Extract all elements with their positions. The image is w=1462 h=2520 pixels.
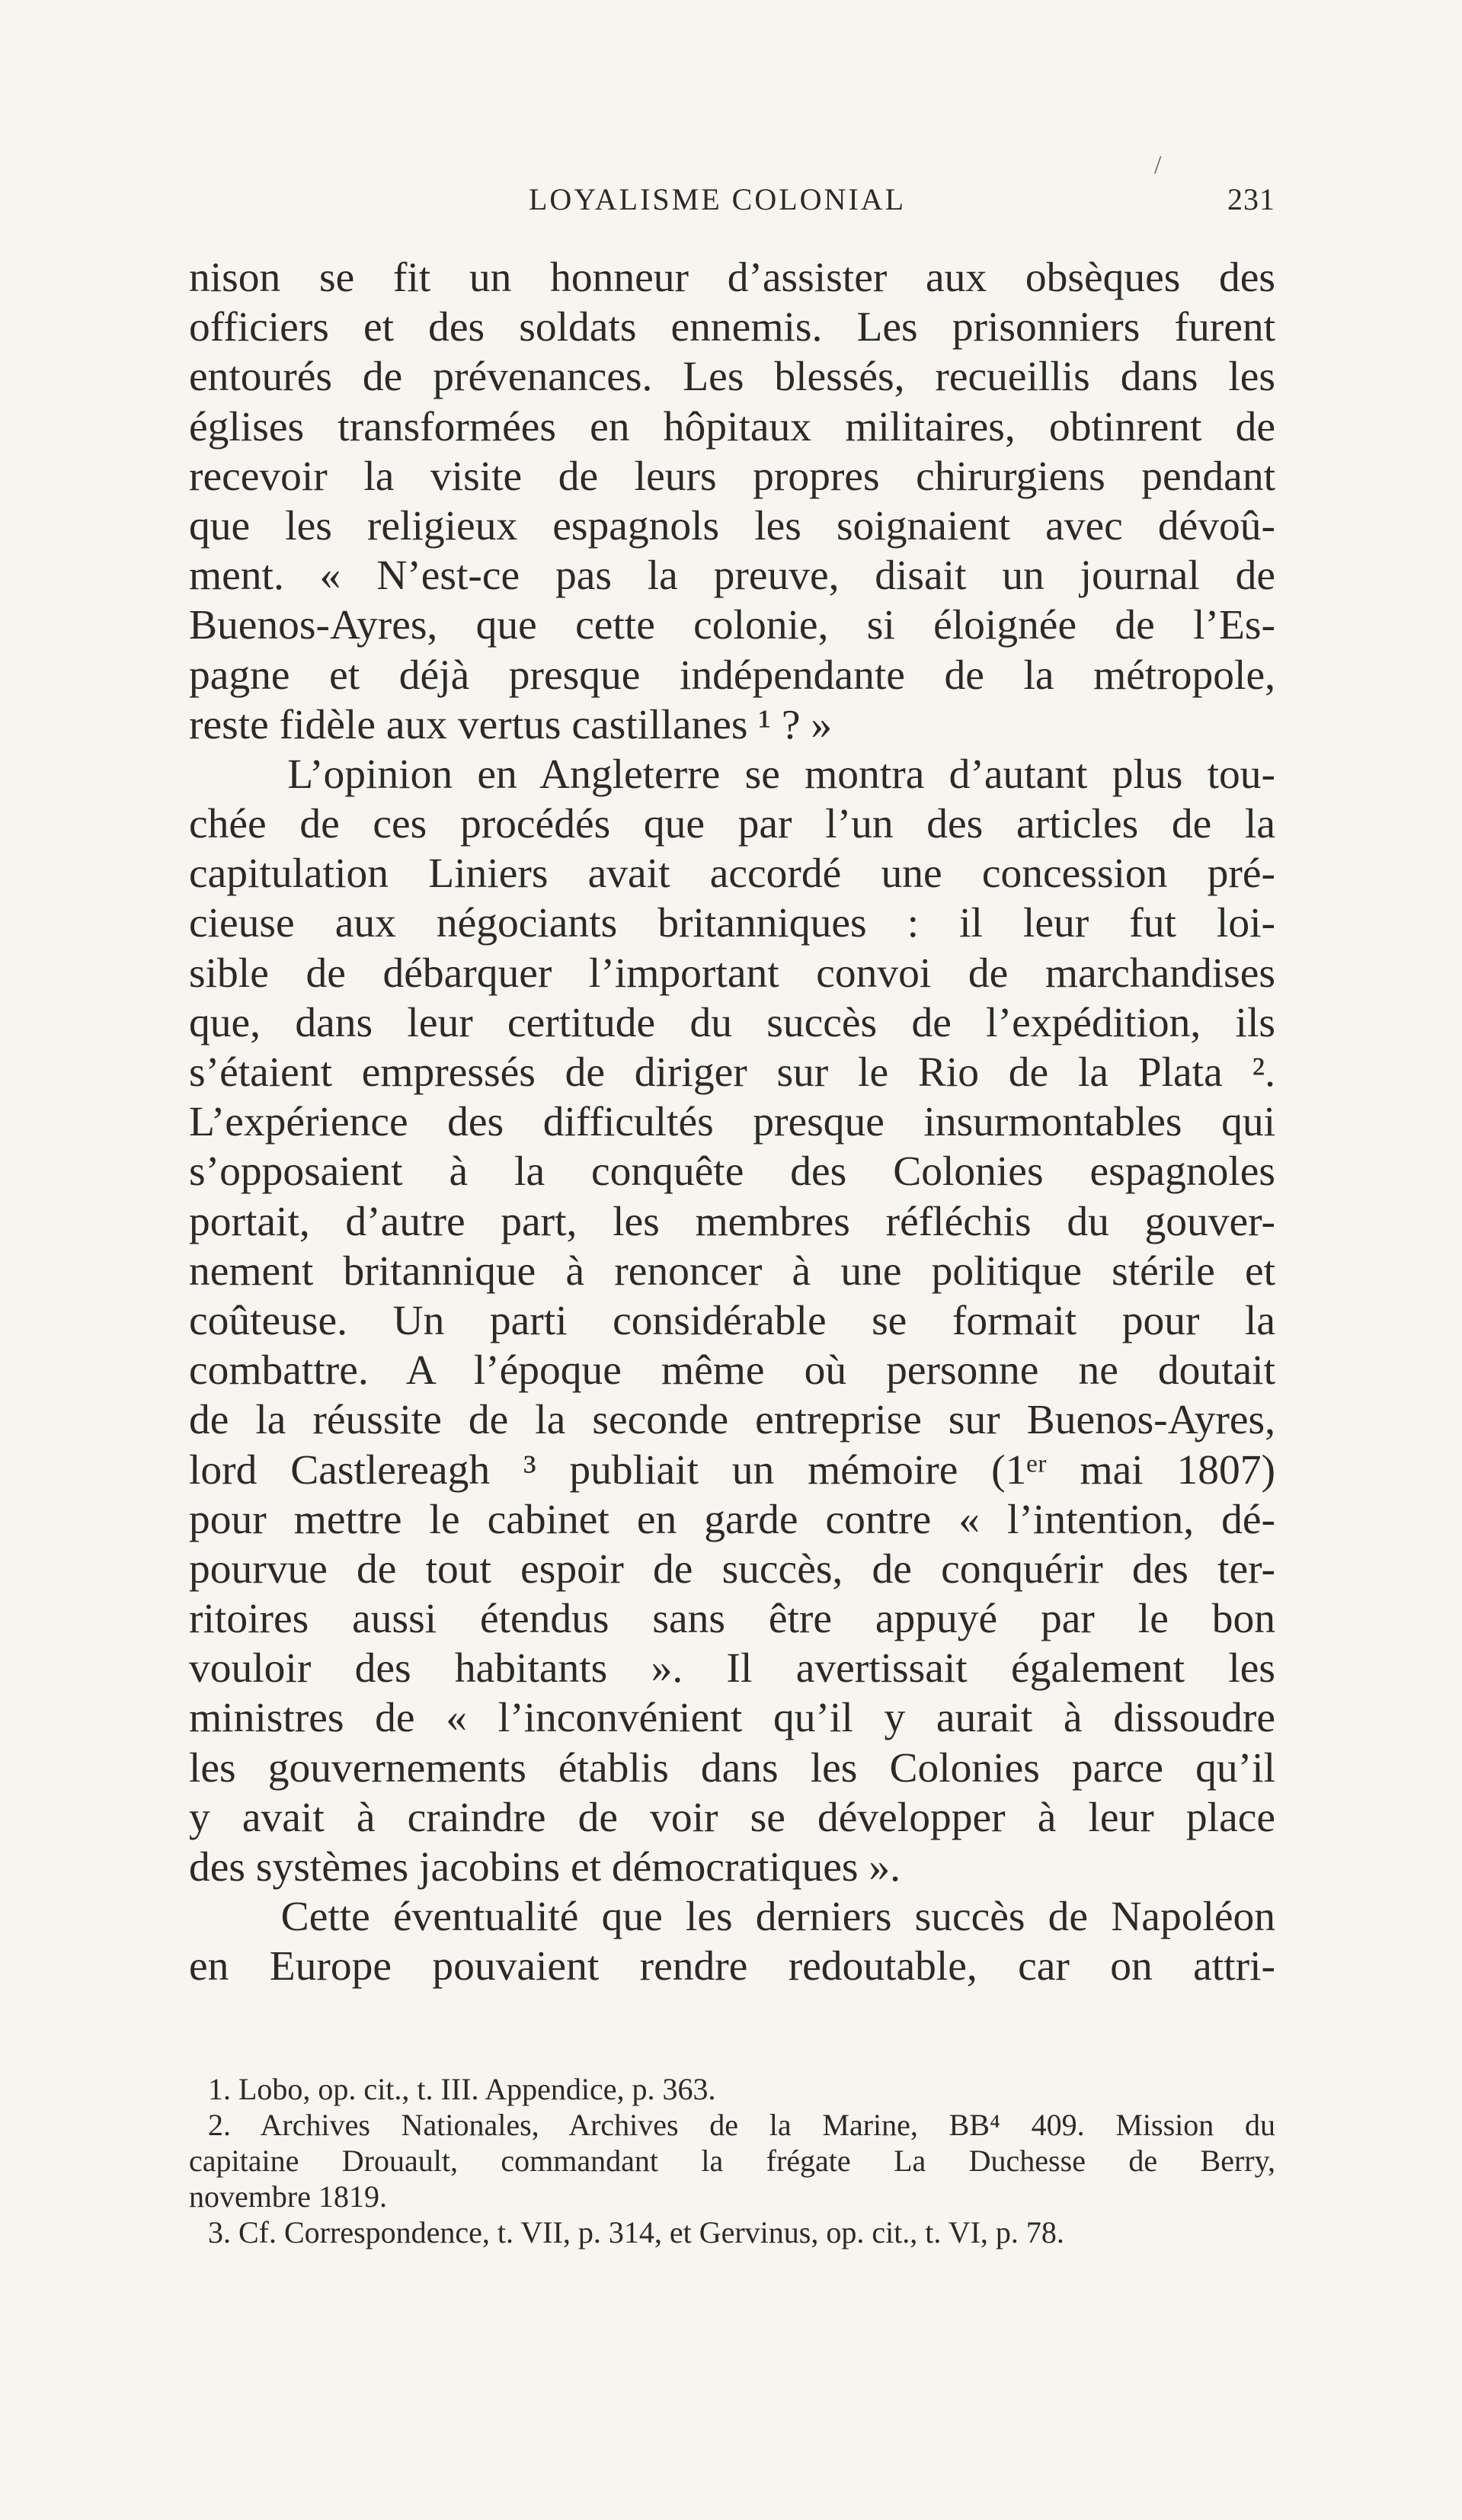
text-line: ment. « N’est-ce pas la preuve, disait un journal de <box>189 552 1275 600</box>
text-line: que, dans leur certitude du succès de l’expédition, ils <box>189 999 1275 1046</box>
footnote-line: 1. Lobo, op. cit., t. III. Appendice, p. 363. <box>208 2072 716 2106</box>
text-line: Cette éventualité que les derniers succès de Napoléon <box>189 1894 1275 1941</box>
page-number: 231 <box>1227 182 1275 216</box>
text-line: de la réussite de la seconde entreprise sur Buenos-Ayres, <box>189 1397 1275 1444</box>
text-line: des systèmes jacobins et démocratiques ». <box>189 1844 901 1891</box>
footnote-line: 3. Cf. Correspondence, t. VII, p. 314, et Gervinus, op. cit., t. VI, p. 78. <box>208 2215 1064 2249</box>
text-line: que les religieux espagnols les soignaient avec dévoû- <box>189 502 1275 549</box>
text-line: vouloir des habitants ». Il avertissait également les <box>189 1645 1275 1692</box>
text-line: portait, d’autre part, les membres réfléchis du gouver- <box>189 1198 1275 1245</box>
text-line: chée de ces procédés que par l’un des articles de la <box>189 801 1275 848</box>
text-line: pourvue de tout espoir de succès, de conquérir des ter- <box>189 1545 1275 1593</box>
footnote-line: capitaine Drouault, commandant la frégate La Duchesse de Berry, <box>189 2144 1275 2178</box>
text-line: officiers et des soldats ennemis. Les prisonniers furent <box>189 304 1275 351</box>
text-line: combattre. A l’époque même où personne ne doutait <box>189 1347 1275 1394</box>
text-line: L’expérience des difficultés presque insurmontables qui <box>189 1099 1275 1146</box>
text-line: lord Castlereagh ³ publiait un mémoire (1ᵉʳ mai 1807) <box>189 1446 1275 1494</box>
page-header <box>189 181 1275 227</box>
text-line: s’opposaient à la conquête des Colonies espagnoles <box>189 1148 1275 1196</box>
text-line: coûteuse. Un parti considérable se formait pour la <box>189 1297 1275 1344</box>
text-line: ministres de « l’inconvénient qu’il y aurait à dissoudre <box>189 1695 1275 1742</box>
text-line: nison se fit un honneur d’assister aux obsèques des <box>189 255 1275 301</box>
running-title: LOYALISME COLONIAL <box>529 182 907 216</box>
text-line: L’opinion en Angleterre se montra d’autant plus tou- <box>189 751 1275 798</box>
footnotes <box>189 2071 1275 2250</box>
stray-mark: / <box>1154 151 1162 179</box>
text-line: entourés de prévenances. Les blessés, recueillis dans les <box>189 354 1275 401</box>
text-line: les gouvernements établis dans les Colonies parce qu’il <box>189 1744 1275 1792</box>
text-line: capitulation Liniers avait accordé une concession pré- <box>189 850 1275 898</box>
body-text <box>189 253 1275 1992</box>
text-line: Buenos-Ayres, que cette colonie, si éloignée de l’Es- <box>189 602 1275 649</box>
text-line: cieuse aux négociants britanniques : il leur fut loi- <box>189 900 1275 947</box>
footnote-line: 2. Archives Nationales, Archives de la Marine, BB⁴ 409. Mission du <box>208 2108 1275 2142</box>
text-line: reste fidèle aux vertus castillanes ¹ ? » <box>189 701 833 748</box>
text-line: ritoires aussi étendus sans être appuyé par le bon <box>189 1596 1275 1643</box>
footnote-line: novembre 1819. <box>189 2179 387 2214</box>
text-line: sible de débarquer l’important convoi de marchandises <box>189 949 1275 997</box>
text-line: s’étaient empressés de diriger sur le Rio de la Plata ². <box>189 1049 1275 1096</box>
text-line: églises transformées en hôpitaux militaires, obtinrent de <box>189 403 1275 450</box>
text-line: recevoir la visite de leurs propres chirurgiens pendant <box>189 453 1275 500</box>
text-line: pagne et déjà presque indépendante de la métropole, <box>189 652 1275 699</box>
text-line: pour mettre le cabinet en garde contre « l’intention, dé- <box>189 1496 1275 1543</box>
text-line: nement britannique à renoncer à une politique stérile et <box>189 1247 1275 1295</box>
text-line: en Europe pouvaient rendre redoutable, car on attri- <box>189 1943 1275 1990</box>
text-line: y avait à craindre de voir se développer à leur place <box>189 1794 1275 1841</box>
